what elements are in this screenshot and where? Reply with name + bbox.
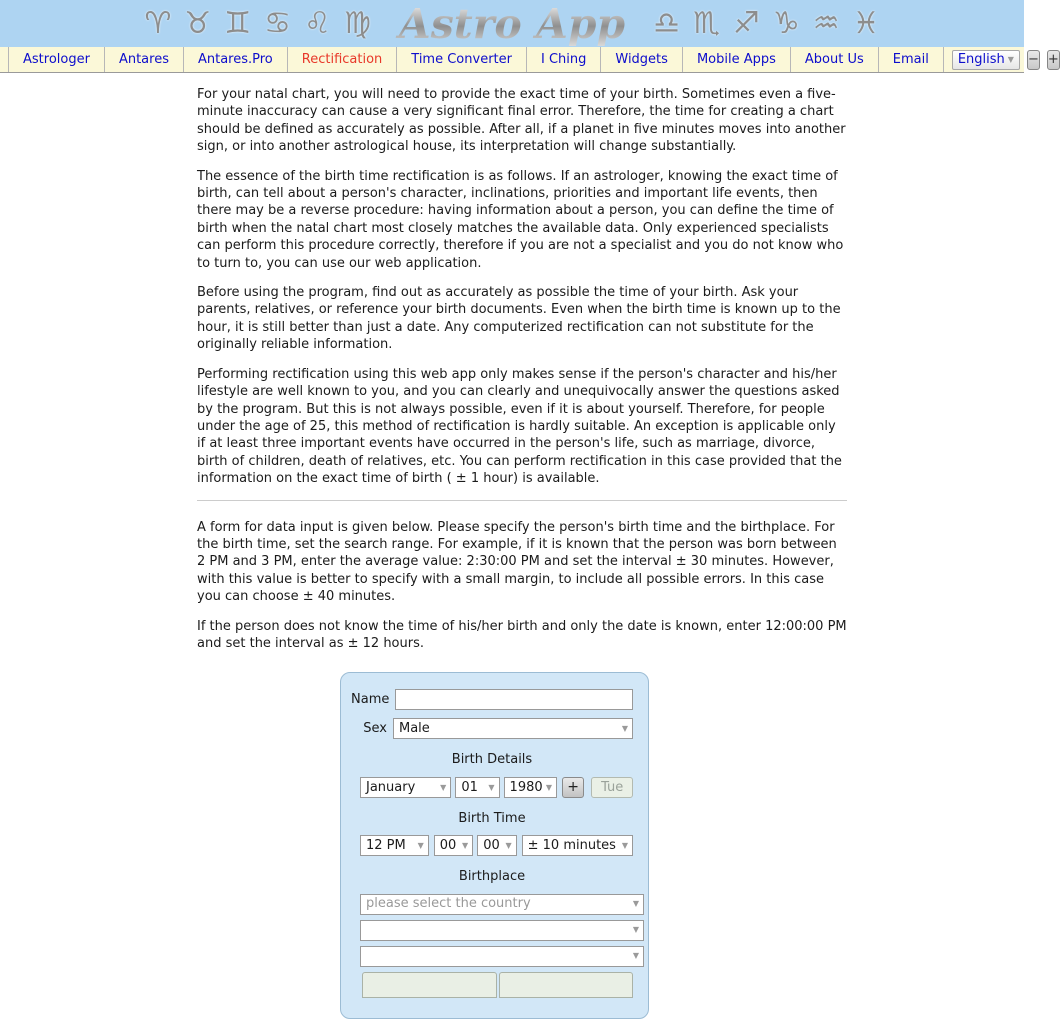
leo-icon: ♌ [304,5,331,41]
year-select[interactable] [504,777,557,798]
month-select-value: January [366,779,416,795]
form-button-left[interactable] [362,972,497,998]
language-select[interactable] [952,50,1020,70]
name-label: Name [351,692,390,708]
nav-item-email[interactable]: Email [878,47,944,72]
birth-date-row [360,777,633,798]
paragraph-form-instructions: A form for data input is given below. Please specify the person's birth time and the birthplace. For the birth time, set the search range. For example, if it is known that the person was born between 2 PM and 3 PM, enter the average value: 2:30:00 PM and set the interval ± 30 minutes. However, with this value is better to specify with a small margin, to include all possible errors. In this case you can choose ± 40 minutes. [197,519,837,605]
form-button-right[interactable] [499,972,634,998]
month-select[interactable] [360,777,451,798]
language-select-value: English [957,52,1005,67]
chevron-down-icon: ▼ [632,925,639,935]
rectification-form [340,672,649,1018]
sex-select-value: Male [399,721,430,737]
minute-select[interactable] [434,835,473,856]
chevron-down-icon: ▼ [1007,55,1014,64]
libra-icon: ♎ [653,5,680,41]
nav-item-i-ching[interactable]: I Ching [526,47,600,72]
name-input[interactable] [395,689,633,710]
zoom-in-button[interactable]: + [1047,50,1060,70]
second-select-value: 00 [483,837,500,853]
paragraph-performing: Performing rectification using this web app only makes sense if the person's character and his/her lifestyle are well known to you, and you can clearly and unequivocally answer the questions asked by the program. But this is not always possible, even if it is about yourself. Therefore, for people under the age of 25, this method of rectification is hardly suitable. An exception is applicable only if at least three important events have occurred in the person's life, such as marriage, divorce, birth of children, death of relatives, etc. You can perform rectification in this case provided that the information on the exact time of birth ( ± 1 hour) is available. [197,366,842,487]
add-date-button[interactable]: + [562,777,584,798]
year-select-value: 1980 [509,779,543,795]
paragraph-essence: The essence of the birth time rectification is as follows. If an astrologer, knowing the exact time of birth, can tell about a person's character, inclinations, priorities and important life events, then there may be a reverse procedure: having information about a person, you can define the time of birth when the natal chart most closely matches the available data. Only experienced specialists can perform this procedure correctly, therefore if you are not a specialist and you do not know who to turn to, you can use our web application. [197,168,844,271]
birth-time-heading: Birth Time [458,810,526,826]
divider [197,500,847,501]
birth-time-row [360,835,633,856]
app-banner [0,0,1024,47]
taurus-icon: ♉ [184,5,212,41]
interval-select[interactable] [522,835,633,856]
form-buttons-row [362,972,633,998]
pisces-icon: ♓ [852,5,880,41]
chevron-down-icon: ▼ [632,899,639,909]
weekday-indicator: Tue [591,777,633,798]
chevron-down-icon: ▼ [417,840,424,850]
city-select[interactable] [360,946,644,967]
gemini-icon: ♊ [224,5,252,41]
zodiac-icons-right [653,5,880,41]
scorpio-icon: ♏ [693,5,720,41]
main-navigation [0,47,1059,73]
name-row [351,689,633,710]
chevron-down-icon: ▼ [632,951,639,961]
capricorn-icon: ♑ [772,5,800,41]
day-select[interactable] [455,777,499,798]
chevron-down-icon: ▼ [545,782,553,792]
chevron-down-icon: ▼ [440,782,447,792]
zodiac-icons-left [144,5,371,41]
country-select[interactable] [360,894,644,915]
chevron-down-icon: ▼ [621,840,629,850]
chevron-down-icon: ▼ [488,782,495,792]
paragraph-unknown-time: If the person does not know the time of his/her birth and only the date is known, enter 12:00:00 PM and set the interval as ± 12 hours. [197,618,847,651]
region-select[interactable] [360,920,644,941]
page-title: Astro App [389,2,635,46]
birth-details-heading: Birth Details [451,752,533,768]
minute-select-value: 00 [439,837,457,853]
nav-item-antares[interactable]: Antares [104,47,183,72]
hour-select[interactable] [360,835,429,856]
nav-item-antares-pro[interactable]: Antares.Pro [183,47,287,72]
nav-item-rectification[interactable]: Rectification [287,47,397,72]
country-select-placeholder: please select the country [366,896,531,912]
nav-item-time-converter[interactable]: Time Converter [396,47,526,72]
paragraph-intro: For your natal chart, you will need to provide the exact time of your birth. Sometimes even a five-minute inaccuracy can cause a very significant final error. Therefore, the time for creating a chart should be defined as accurately as possible. After all, if a planet in five minutes moves into another sign, or into another astrological house, its interpretation will change substantially. [197,87,846,155]
nav-item-widgets[interactable]: Widgets [600,47,682,72]
nav-item-astrologer[interactable]: Astrologer [8,47,104,72]
sex-row [351,718,633,739]
aquarius-icon: ♒ [812,5,840,41]
sex-select[interactable] [393,718,633,739]
second-select[interactable] [477,835,516,856]
cancer-icon: ♋ [264,5,292,41]
hour-select-value: 12 PM [366,837,406,853]
zoom-out-button[interactable]: − [1027,50,1040,70]
birthplace-heading: Birthplace [458,869,526,885]
chevron-down-icon: ▼ [621,724,628,734]
interval-select-value: ± 10 minutes [527,837,616,853]
day-select-value: 01 [461,779,478,795]
paragraph-before-using: Before using the program, find out as accurately as possible the time of your birth. Ask your parents, relatives, or reference your birth documents. Even when the birth time is known up to the hour, it is still better than just a date. Any computerized rectification can not substitute for the originally reliable information. [197,285,841,353]
nav-item-mobile-apps[interactable]: Mobile Apps [682,47,790,72]
chevron-down-icon: ▼ [505,840,512,850]
virgo-icon: ♍ [343,5,371,41]
sex-label: Sex [363,721,387,737]
sagittarius-icon: ♐ [732,5,760,41]
chevron-down-icon: ▼ [462,840,469,850]
main-content [197,73,847,1019]
nav-item-about-us[interactable]: About Us [790,47,878,72]
aries-icon: ♈ [144,5,172,41]
